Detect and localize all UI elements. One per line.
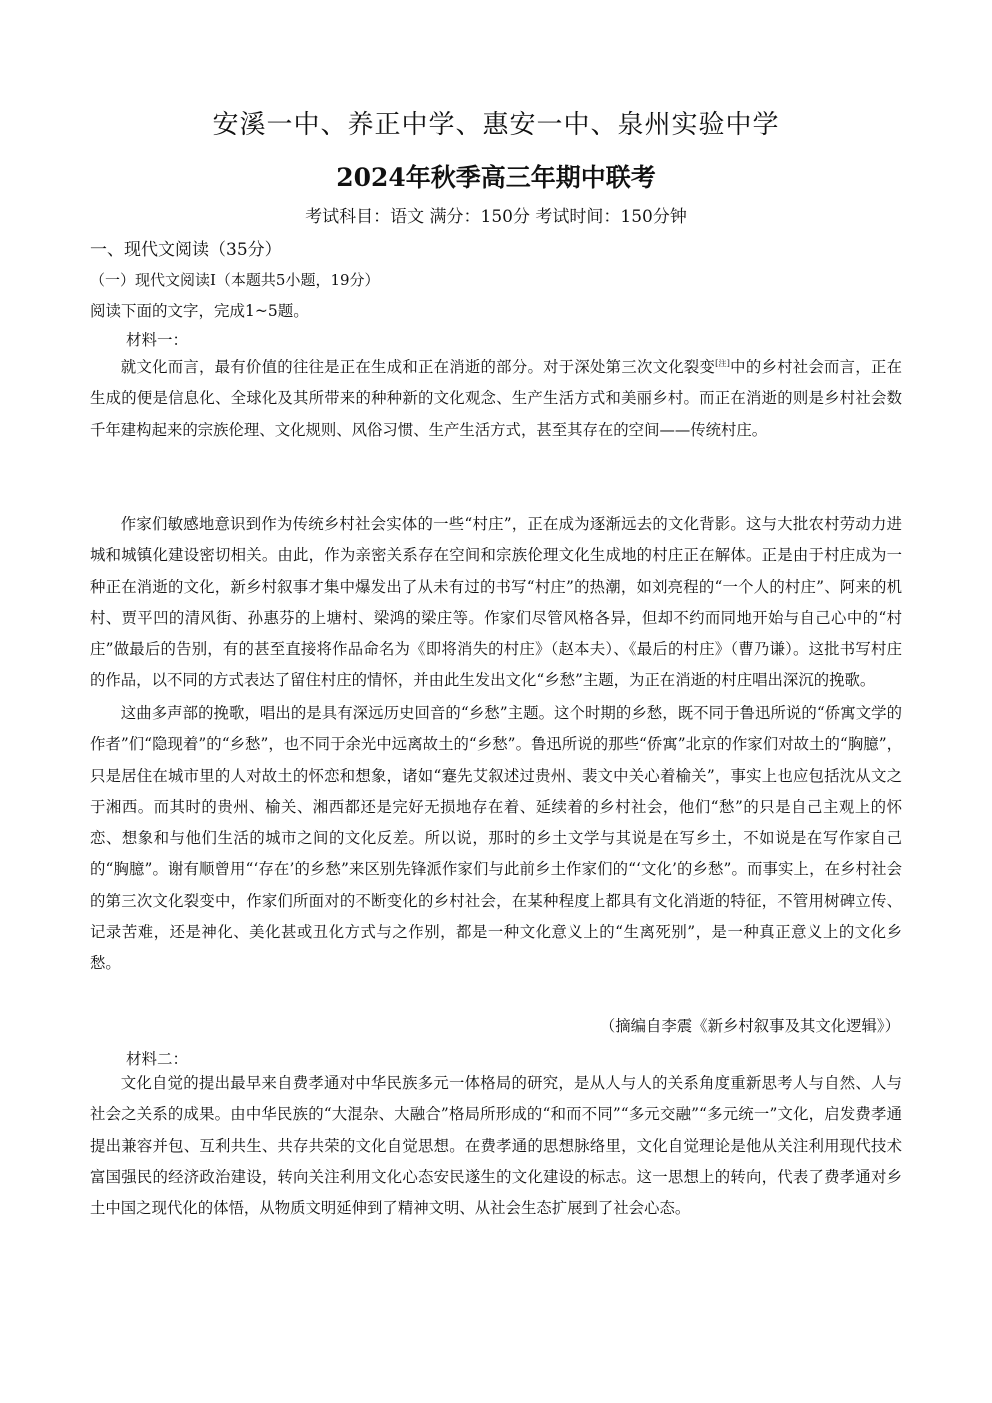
material1-paragraph-1 — [90, 352, 902, 446]
section-title: 一、现代文阅读（35分） — [90, 240, 282, 260]
material2-paragraph-1: 文化自觉的提出最早来自费孝通对中华民族多元一体格局的研究，是从人与人的关系角度重新思考人与自然、人与社会之关系的成果。由中华民族的“大混杂、大融合”格局所形成的“和而不同”“多元交融”“多元统一”文化，启发费孝通提出兼容并包、互利共生、共存共荣的文化自觉思想。在费孝通的思想脉络里，文化自觉理论是他从关注利用现代技术富国强民的经济政治建设，转向关注利用文化心态安民遂生的文化建设的标志。这一思想上的转向，代表了费孝通对乡土中国之现代化的体悟，从物质文明延伸到了精神文明、从社会生态扩展到了社会心态。 — [90, 1074, 902, 1218]
exam-info: 考试科目：语文 满分：150分 考试时间：150分钟 — [305, 207, 687, 227]
paragraph-text: 就文化而言，最有价值的往往是正在生成和正在消逝的部分。对于深处第三次文化裂变 — [120, 358, 716, 376]
material1-label: 材料一： — [126, 331, 189, 349]
exam-title: 2024年秋季高三年期中联考 — [336, 163, 656, 192]
section-subtitle: （一）现代文阅读I（本题共5小题，19分） — [90, 271, 380, 289]
section-instruction: 阅读下面的文字，完成1~5题。 — [90, 302, 309, 320]
material1-paragraph-3: 这曲多声部的挽歌，唱出的是具有深远历史回音的“乡愁”主题。这个时期的乡愁，既不同于鲁迅所说的“侨寓文学的作者”们“隐现着”的“乡愁”，也不同于余光中远离故土的“乡愁”。鲁迅所说的那些“侨寓”北京的作家们对故土的“胸臆”，只是居住在城市里的人对故土的怀恋和想象，诸如“蹇先艾叙述过贵州、裴文中关心着榆关”，事实上也应包括沈从文之于湘西。而其时的贵州、榆关、湘西都还是完好无损地存在着、延续着的乡村社会，他们“愁”的只是自己主观上的怀恋、想象和与他们生活的城市之间的文化反差。所以说，那时的乡土文学与其说是在写乡土，不如说是在写作家自己的“胸臆”。谢有顺曾用“‘存在’的乡愁”来区别先锋派作家们与此前乡土作家们的“‘文化’的乡愁”。而事实上，在乡村社会的第三次文化裂变中，作家们所面对的不断变化的乡村社会，在某种程度上都具有文化消逝的特征，不管用树碑立传、记录苦难，还是神化、美化甚或丑化方式与之作别，都是一种文化意义上的“生离死别”，是一种真正意义上的文化乡愁。 — [90, 704, 902, 973]
schools-title: 安溪一中、养正中学、惠安一中、泉州实验中学 — [212, 110, 780, 140]
material2-label: 材料二： — [126, 1050, 189, 1068]
paragraph-text: 中的乡村社会而言，正在生成的便是信息化、全球化及其所带来的种种新的文化观念、生产生活方式和美丽乡村。而正在消逝的则是乡村社会数千年建构起来的宗族伦理、文化规则、风俗习惯、生产生活方式，甚至其存在的空间——传统村庄。 — [90, 358, 902, 439]
footnote-marker: [注] — [715, 358, 730, 368]
material1-paragraph-2: 作家们敏感地意识到作为传统乡村社会实体的一些“村庄”，正在成为逐渐远去的文化背影。这与大批农村劳动力进城和城镇化建设密切相关。由此，作为亲密关系存在空间和宗族伦理文化生成地的村庄正在解体。正是由于村庄成为一种正在消逝的文化，新乡村叙事才集中爆发出了从未有过的书写“村庄”的热潮，如刘亮程的“一个人的村庄”、阿来的机村、贾平凹的清风街、孙惠芬的上塘村、梁鸿的梁庄等。作家们尽管风格各异，但却不约而同地开始与自己心中的“村庄”做最后的告别，有的甚至直接将作品命名为《即将消失的村庄》（赵本夫）、《最后的村庄》（曹乃谦）。这批书写村庄的作品，以不同的方式表达了留住村庄的情怀，并由此生发出文化“乡愁”主题，为正在消逝的村庄唱出深沉的挽歌。 — [90, 515, 902, 690]
material1-source: （摘编自李震《新乡村叙事及其文化逻辑》） — [599, 1017, 900, 1035]
